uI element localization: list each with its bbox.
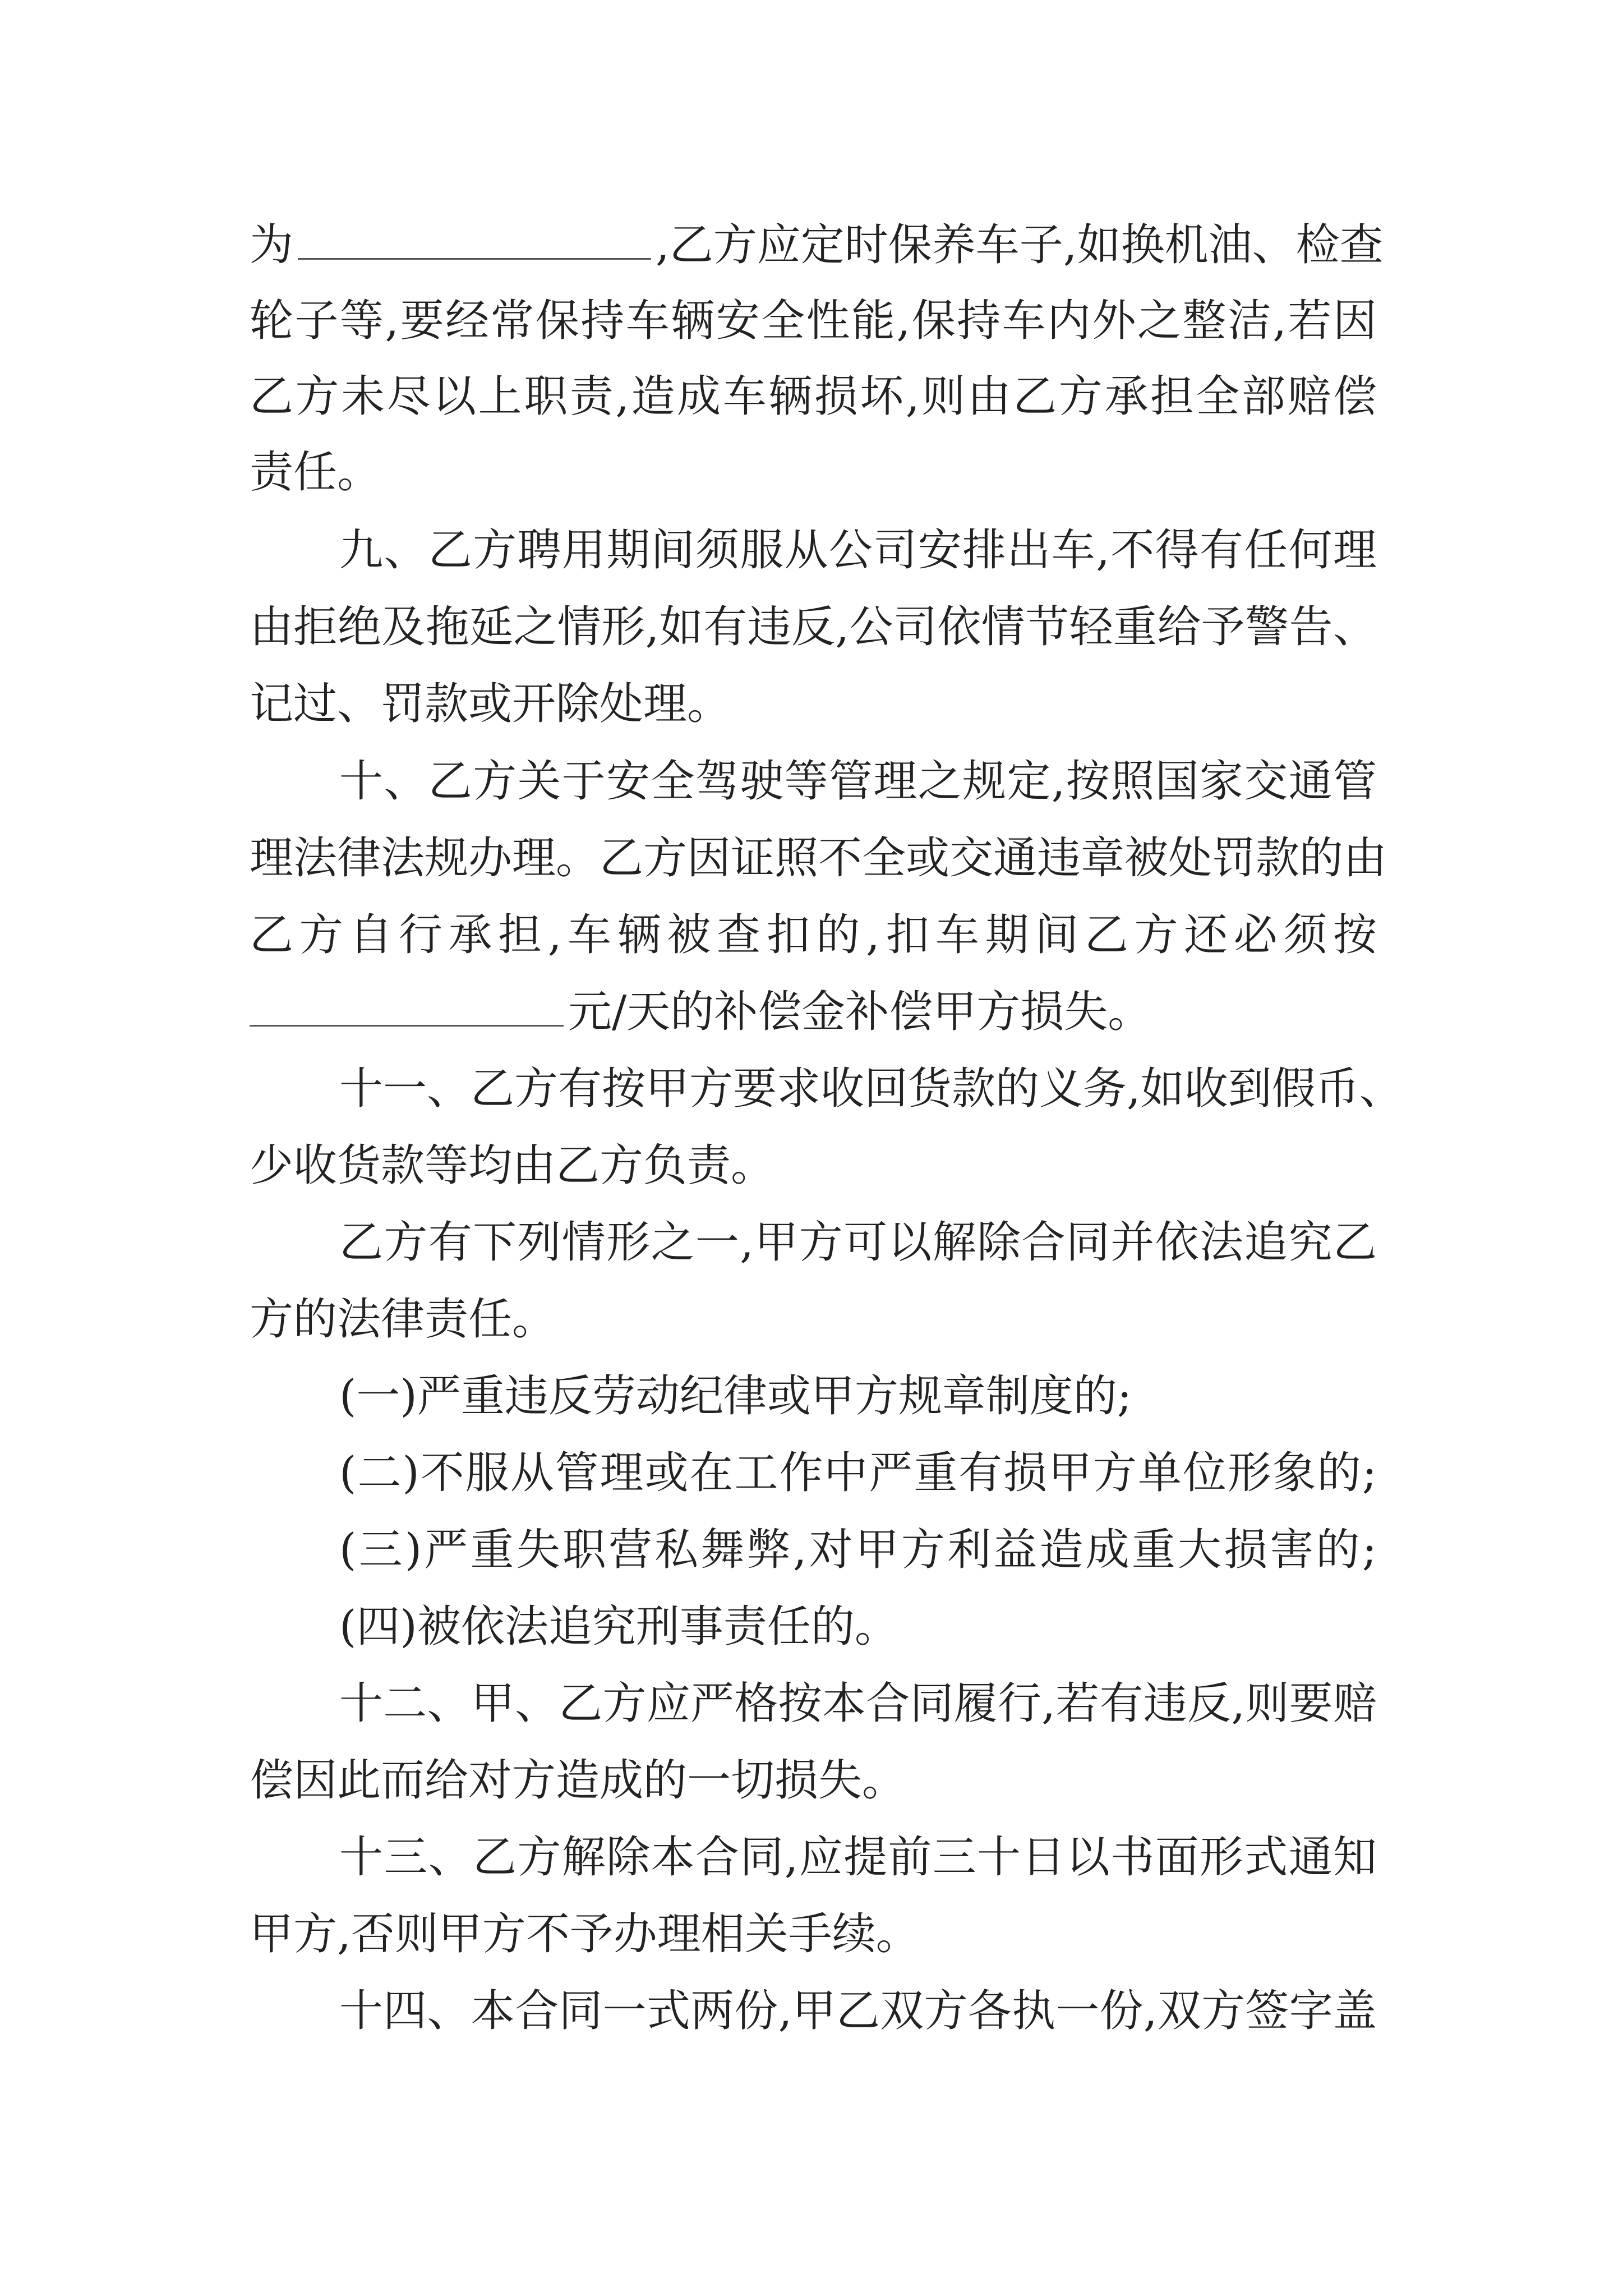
fill-in-blank[interactable] [250,991,564,1027]
text-line: (四)被依法追究刑事责任的。 [339,1602,898,1652]
text-line: (一)严重违反劳动纪律或甲方规章制度的; [339,1371,1132,1421]
fill-in-blank[interactable] [298,224,651,260]
text-line: 十三、乙方解除本合同,应提前三十日以书面形式通知 [339,1832,1377,1883]
text-line: 偿因此而给对方造成的一切损失。 [250,1755,906,1806]
text-line: (三)严重失职营私舞弊,对甲方利益造成重大损害的; [339,1525,1377,1575]
text-line: 甲方,否则甲方不予办理相关手续。 [250,1909,920,1959]
text-line: 十四、本合同一式两份,甲乙双方各执一份,双方签字盖 [339,1986,1377,2036]
text-line: (二)不服从管理或在工作中严重有损甲方单位形象的; [339,1448,1377,1498]
line-text: 为 [250,220,294,270]
text-line: 记过、罚款或开除处理。 [250,679,731,729]
text-line: 九、乙方聘用期间须服从公司安排出车,不得有任何理 [339,525,1377,576]
text-line [250,970,1377,1054]
text-line [250,203,1384,287]
text-line: 方的法律责任。 [250,1294,556,1345]
text-line: 乙方自行承担,车辆被查扣的,扣车期间乙方还必须按 [250,910,1377,960]
text-line: 乙方有下列情形之一,甲方可以解除合同并依法追究乙 [339,1217,1377,1268]
text-line: 少收货款等均由乙方负责。 [250,1140,775,1191]
text-line: 轮子等,要经常保持车辆安全性能,保持车内外之整洁,若因 [250,296,1377,346]
text-line: 乙方未尽以上职责,造成车辆损坏,则由乙方承担全部赔偿 [250,371,1377,422]
text-line: 理法律法规办理。乙方因证照不全或交通违章被处罚款的由 [250,833,1387,884]
text-line: 十二、甲、乙方应严格按本合同履行,若有违反,则要赔 [339,1678,1377,1729]
text-line: 由拒绝及拖延之情形,如有违反,公司依情节轻重给予警告、 [250,602,1377,652]
text-line: 责任。 [250,447,381,498]
text-line: 十一、乙方有按甲方要求收回货款的义务,如收到假币、 [339,1064,1403,1114]
line-text: 元/天的补偿金补偿甲方损失。 [568,987,1152,1037]
line-text: ,乙方应定时保养车子,如换机油、检查 [656,220,1384,270]
text-line: 十、乙方关于安全驾驶等管理之规定,按照国家交通管 [339,756,1377,807]
